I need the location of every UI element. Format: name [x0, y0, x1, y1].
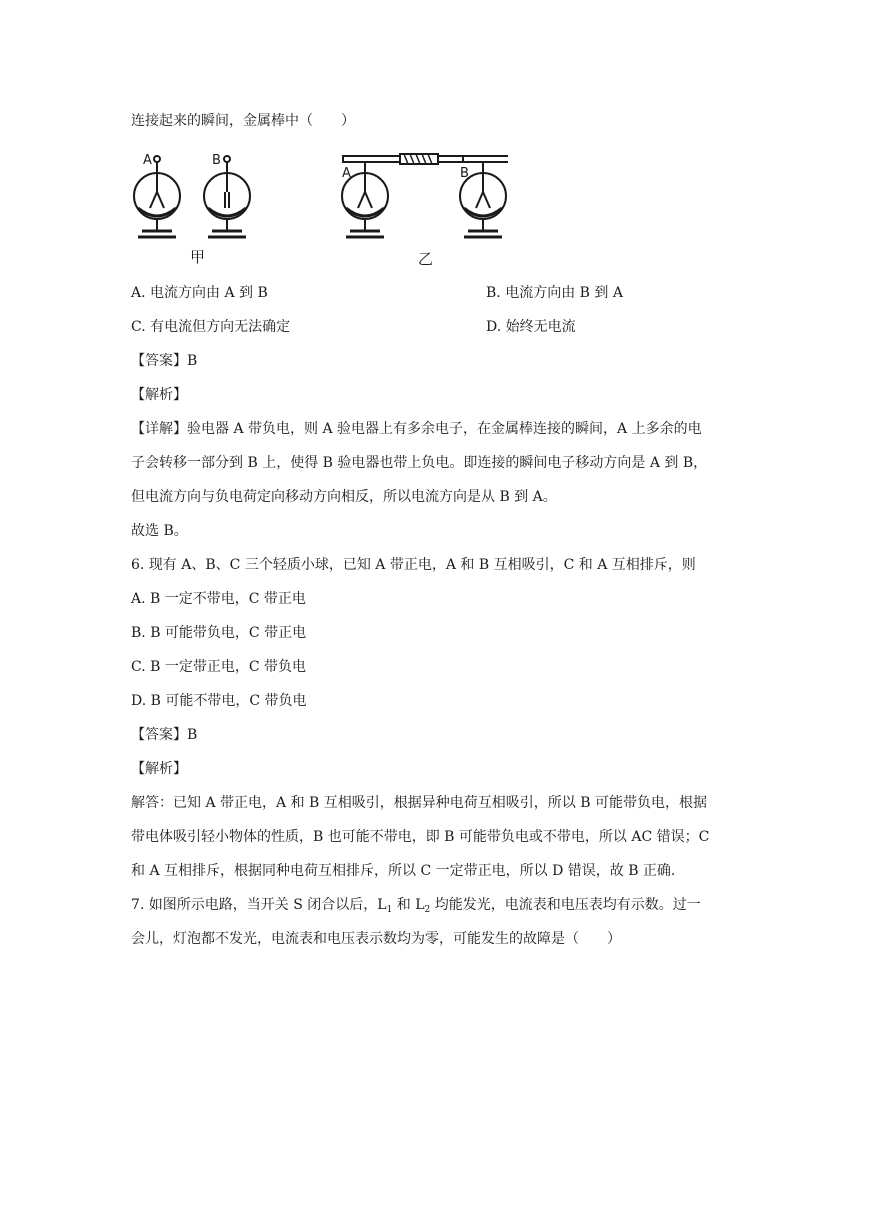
q6-line3: 和 A 互相排斥，根据同种电荷互相排斥，所以 C 一定带正电，所以 D 错误，故 B 正确. [131, 863, 676, 879]
caption-jia: 甲 [190, 248, 206, 266]
label-a-left: A [143, 153, 152, 168]
q7-sub2: 2 [424, 905, 431, 915]
q7-stem-line2: 会儿，灯泡都不发光，电流表和电压表示数均为零，可能发生的故障是（ ） [131, 931, 621, 947]
q5-detail-line1 [131, 419, 702, 439]
detail-text: 验电器 A 带负电，则 A 验电器上有多余电子，在金属棒连接的瞬间，A 上多余的电 [187, 421, 702, 437]
q7-stem-part3: 均能发光，电流表和电压表均有示数。过一 [430, 897, 701, 913]
electroscope-a-left [134, 156, 180, 237]
q5-option-b: B. 电流方向由 B 到 A [486, 285, 623, 301]
label-b-left: B [212, 153, 221, 168]
answer-tag: 【答案】 [131, 353, 187, 369]
q5-detail-line3: 但电流方向与负电荷定向移动方向相反，所以电流方向是从 B 到 A。 [131, 489, 557, 505]
q7-stem-line1 [131, 895, 701, 920]
answer-value: B [187, 727, 198, 743]
q6-option-b: B. B 可能带负电，C 带正电 [131, 625, 307, 641]
q6-line2: 带电体吸引轻小物体的性质，B 也可能不带电，即 B 可能带负电或不带电，所以 AC 错误；C [131, 829, 710, 845]
q5-option-a: A. 电流方向由 A 到 B [131, 285, 268, 301]
q6-line1: 解答：已知 A 带正电，A 和 B 互相吸引，根据异种电荷互相吸引，所以 B 可能带负电，根据 [131, 795, 707, 811]
answer-tag: 【答案】 [131, 727, 187, 743]
q7-sub1: 1 [386, 905, 393, 915]
q6-answer [131, 725, 197, 745]
q5-answer [131, 351, 197, 371]
electroscope-b-left [204, 156, 250, 237]
detail-tag: 【详解】 [131, 421, 187, 437]
q6-option-c: C. B 一定带正电，C 带负电 [131, 659, 307, 675]
q5-stem-tail: 连接起来的瞬间，金属棒中（ ） [131, 113, 355, 129]
q5-option-d: D. 始终无电流 [486, 319, 576, 335]
label-a-right: A [342, 166, 351, 181]
q7-stem-part1: 7. 如图所示电路，当开关 S 闭合以后，L [131, 897, 387, 913]
q5-analysis-tag: 【解析】 [131, 387, 187, 403]
q6-analysis-tag: 【解析】 [131, 761, 187, 777]
q5-option-c: C. 有电流但方向无法确定 [131, 319, 291, 335]
q7-stem-part2: 和 L [392, 897, 425, 913]
answer-value: B [187, 353, 198, 369]
q6-option-d: D. B 可能不带电，C 带负电 [131, 693, 307, 709]
label-b-right: B [460, 166, 469, 181]
q6-stem: 6. 现有 A、B、C 三个轻质小球，已知 A 带正电，A 和 B 互相吸引，C 和 A 互相排斥，则 [131, 557, 696, 573]
electroscope-figure [128, 148, 508, 268]
caption-yi: 乙 [418, 250, 434, 268]
q5-conclusion: 故选 B。 [131, 523, 188, 539]
q5-detail-line2: 子会转移一部分到 B 上，使得 B 验电器也带上负电。即连接的瞬间电子移动方向是 A 到 B， [131, 455, 708, 471]
q6-option-a: A. B 一定不带电，C 带正电 [131, 591, 306, 607]
